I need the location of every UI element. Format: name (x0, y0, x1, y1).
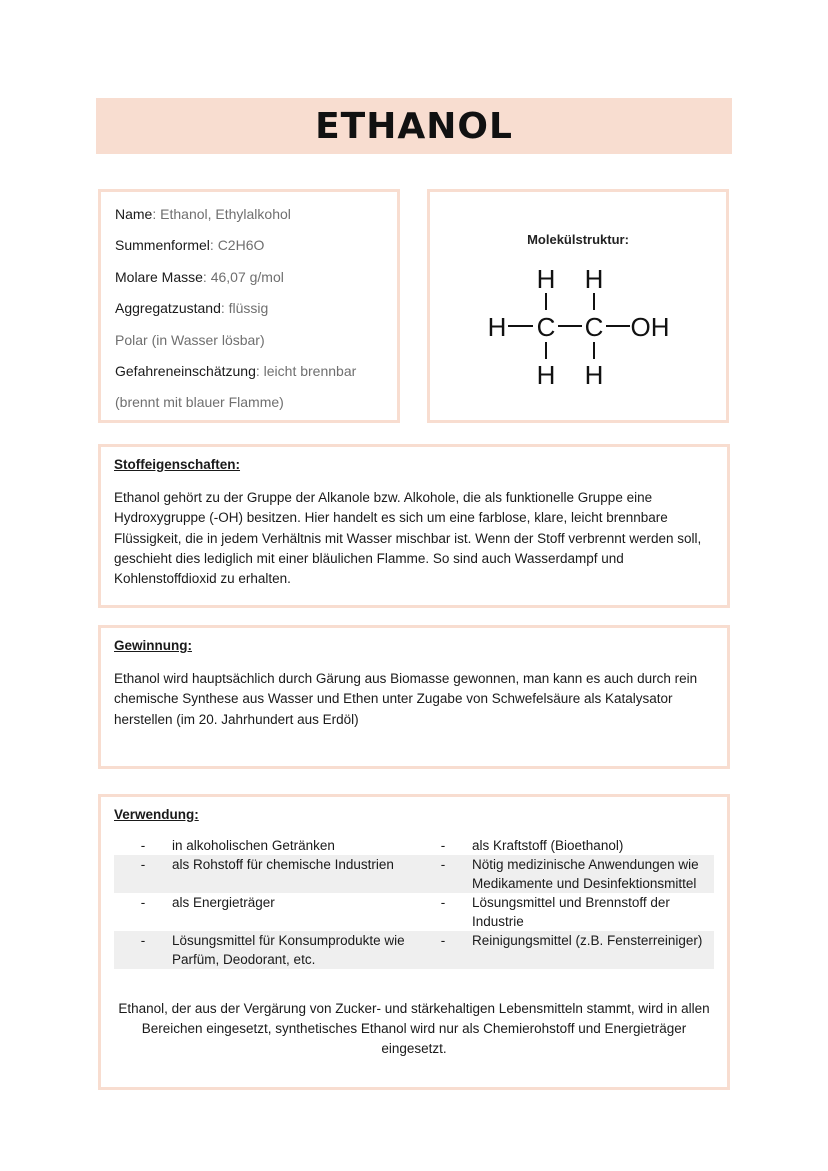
structure-label: Molekülstruktur: (527, 232, 629, 247)
title-banner (96, 98, 732, 154)
production-section (98, 625, 730, 769)
structure-box (427, 189, 729, 423)
info-key: Gefahreneinschätzung (115, 362, 256, 379)
info-key: Aggregatzustand (115, 300, 221, 317)
usage-cell-left (114, 855, 414, 893)
info-value: (brennt mit blauer Flamme) (115, 394, 284, 411)
atom-h-top-right: H (584, 264, 604, 294)
info-value: : flüssig (220, 300, 269, 317)
usage-item: in alkoholischen Getränken (172, 838, 335, 853)
dash-bullet: - (440, 895, 446, 910)
info-key: Summenformel (115, 237, 210, 254)
info-hazard (115, 361, 383, 381)
usage-row (114, 931, 714, 969)
usage-closing-text: Ethanol, der aus der Vergärung von Zucker- und stärkehaltigen Lebensmitteln stammt, wird in allen Bereichen eingesetzt, synthetisches Ethanol wird nur als Chemierohstoff und Energieträger eingesetzt. (118, 1001, 710, 1056)
usage-item: als Kraftstoff (Bioethanol) (472, 838, 624, 853)
dash-bullet: - (440, 857, 446, 872)
usage-cell-right (414, 836, 714, 855)
properties-text: Ethanol gehört zu der Gruppe der Alkanole bzw. Alkohole, die als funktionelle Gruppe eine Hydroxygruppe (-OH) besitzen. Hier handelt es sich um eine farblose, klare, leicht brennbare Flüssigkeit, die in jedem Verhältnis mit Wasser mischbar ist. Wenn der Stoff verbrennt werden soll, geschieht dies lediglich mit einer bläulichen Flamme. So sind auch Wasserdampf und Kohlenstoffdioxid zu erhalten. (114, 490, 702, 587)
usage-cell-right (414, 893, 714, 931)
usage-cell-right (414, 931, 714, 969)
info-value: : Ethanol, Ethylalkohol (152, 206, 291, 222)
info-molar-mass (115, 267, 383, 287)
info-key: Name (115, 206, 153, 222)
info-value: : leicht brennbar (255, 362, 357, 379)
usage-table (114, 836, 714, 969)
atom-c-2: C (584, 312, 604, 342)
properties-heading: Stoffeigenschaften: (114, 457, 241, 472)
atom-h-top-left: H (536, 264, 556, 294)
dash-bullet: - (440, 838, 446, 853)
production-text: Ethanol wird hauptsächlich durch Gärung aus Biomasse gewonnen, man kann es auch durch rein chemische Synthese aus Wasser und Ethen unter Zugabe von Schwefelsäure als Katalysator herstellen (im 20. Jahrhundert aus Erdöl) (114, 671, 698, 727)
info-value: Polar (in Wasser lösbar) (115, 331, 265, 348)
info-name (115, 204, 383, 224)
dash-bullet: - (140, 857, 146, 872)
info-box (98, 189, 400, 423)
dash-bullet: - (140, 895, 146, 910)
atom-h-bottom-right: H (584, 360, 604, 390)
info-formula (115, 235, 383, 255)
usage-row (114, 855, 714, 893)
usage-item: Nötig medizinische Anwendungen wie Medikamente und Desinfektionsmittel (472, 857, 699, 891)
info-polarity (115, 330, 383, 350)
usage-item: als Rohstoff für chemische Industrien (172, 857, 394, 872)
usage-row (114, 893, 714, 931)
info-state (115, 298, 383, 318)
usage-item: Lösungsmittel für Konsumprodukte wie Parfüm, Deodorant, etc. (172, 933, 405, 967)
dash-bullet: - (140, 838, 146, 853)
usage-heading: Verwendung: (114, 807, 199, 822)
usage-item: als Energieträger (172, 895, 275, 910)
usage-cell-left (114, 836, 414, 855)
dash-bullet: - (440, 933, 446, 948)
usage-section (98, 794, 730, 1090)
info-flame (115, 392, 383, 412)
usage-cell-left (114, 893, 414, 931)
atom-c-1: C (536, 312, 556, 342)
atom-h-left: H (487, 312, 507, 342)
usage-cell-left (114, 931, 414, 969)
page-title: ETHANOL (315, 105, 513, 147)
atom-h-bottom-left: H (536, 360, 556, 390)
atom-oh: OH (630, 312, 670, 342)
ethanol-structural-formula (430, 192, 726, 420)
info-key: Molare Masse (115, 268, 203, 285)
usage-item: Reinigungsmittel (z.B. Fensterreiniger) (472, 933, 703, 948)
properties-section (98, 444, 730, 608)
usage-item: Lösungsmittel und Brennstoff der Industrie (472, 895, 670, 929)
usage-cell-right (414, 855, 714, 893)
production-heading: Gewinnung: (114, 638, 192, 653)
dash-bullet: - (140, 933, 146, 948)
info-value: : 46,07 g/mol (202, 268, 284, 285)
info-value: : C2H6O (209, 237, 265, 254)
usage-row (114, 836, 714, 855)
